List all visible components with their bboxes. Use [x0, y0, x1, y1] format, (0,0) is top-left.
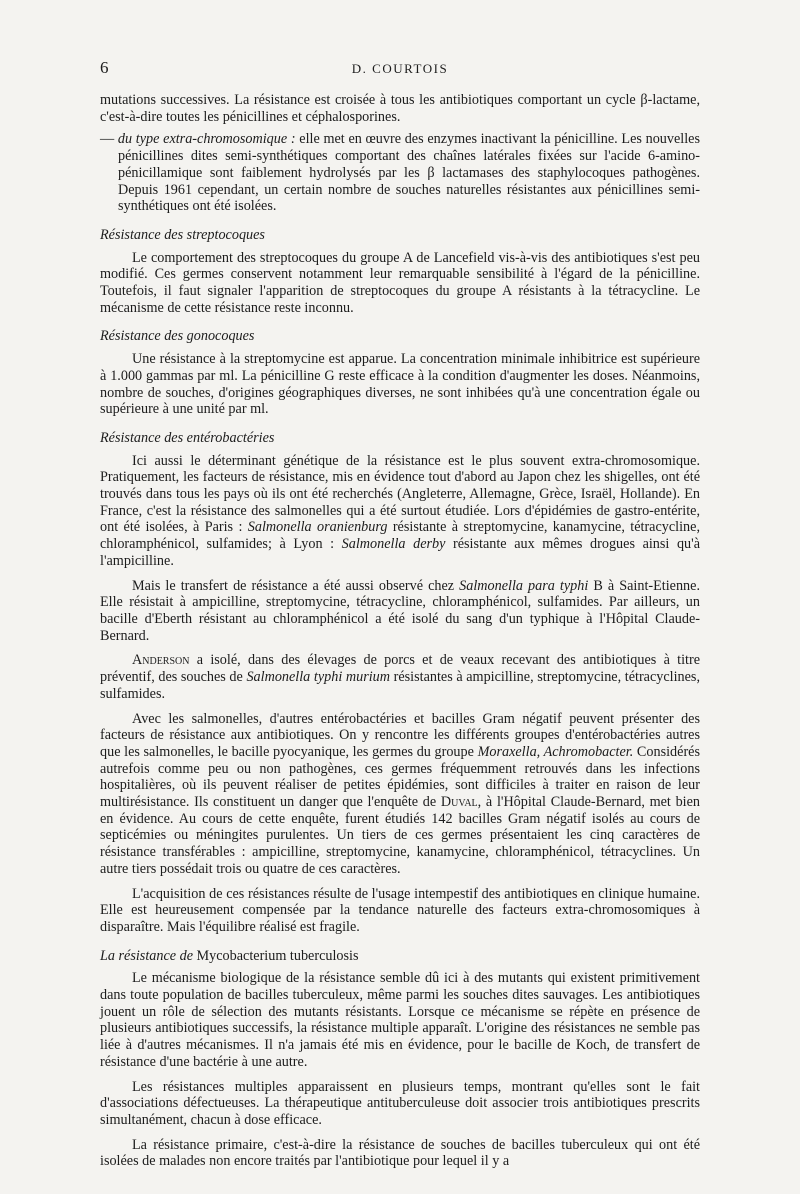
section-heading-streptocoques: Résistance des streptocoques — [100, 226, 265, 243]
dash-item-text: elle met en œuvre des enzymes inactivant la pénicilline. Les nouvelles pénicillines dites semi-synthétiques comportant des chaînes latérales fixées sur l'acide 6-amino-pénicillamique sont faiblement hydrolysés par les β lactamases des staphylocoques pathogènes. Depuis 1961 cependant, un certain nombre de souches naturelles résistantes aux pénicillines semi-synthétiques ont été isolées. — [118, 131, 700, 215]
page-number: 6 — [100, 58, 109, 77]
text-run: résistante à streptomycine, kanamycine, tétracycline, chloramphénicol, sulfamides; à Lyon : — [100, 519, 700, 553]
paragraph: L'acquisition de ces résistances résulte de l'usage intempestif des antibiotiques en clinique humaine. Elle est heureusement compensée par la tendance naturelle des facteurs extra-chromosomiques à disparaître. Mais l'équilibre réalisé est fragile. — [100, 885, 700, 935]
paragraph: Le comportement des streptocoques du groupe A de Lancefield vis-à-vis des antibiotiques s'est peu modifié. Ces germes conservent notamment leur remarquable sensibilité à l'égard de la pénicilline. Toutefois, il faut signaler l'apparition de streptocoques du groupe A résistants à la tétracycline. Le mécanisme de cette résistance reste inconnu. — [100, 249, 700, 316]
text-run: , à l'Hôpital Claude-Bernard, met bien en évidence. Au cours de cette enquête, furent étudiés 142 bacilles Gram négatif isolés au cours de septicémies ou méningites purulentes. Un tiers de ces germes présentaient les cinq caractères de résistance transférables : ampicilline, streptomycine, kanamycine, chloramphénicol, tétracyclines. Un autre tiers possédait trois ou quatre de ces caractères. — [100, 794, 701, 877]
text-run: a isolé, dans des élevages de porcs et de veaux recevant des antibiotiques à titre préventif, des souches de — [100, 652, 700, 686]
paragraph — [100, 453, 700, 570]
section-heading-enterobacteries: Résistance des entérobactéries — [100, 429, 275, 446]
paragraph: Le mécanisme biologique de la résistance semble dû ici à des mutants qui existent primitivement dans toute population de bacilles tuberculeux, même parmi les souches dites sauvages. Les antibiotiques jouent un rôle de sélection des mutants résistants. Lorsque ce mécanisme se répète en présence de plusieurs antibiotiques successifs, la résistance multiple apparaît. L'origine des résistances ne semble pas liée à d'autres mécanismes. Il n'a jamais été mis en évidence, pour le bacille de Koch, de transfert de résistance d'une bactérie à une autre. — [100, 970, 700, 1070]
dash-item-label: du type extra-chromosomique : — [117, 131, 296, 148]
text-run: résistante aux mêmes drogues ainsi qu'à l'ampicilline. — [100, 536, 700, 569]
text-run: B à Saint-Etienne. Elle résistait à ampicilline, streptomycine, tétracycline, chloramphénicol, sulfamides. Par ailleurs, un bacille d'Eberth résistant au chloramphénicol a été isolé du sang d'un typhique à l'Hôpital Claude-Bernard. — [100, 577, 700, 644]
text-run: Avec les salmonelles, d'autres entérobactéries et bacilles Gram négatif peuvent présenter des facteurs de résistance aux antibiotiques. On y rencontre les différents groupes d'entérobactéries autres que les salmonelles, le bacille pyocyanique, les germes du groupe — [100, 710, 700, 760]
page-header — [100, 58, 700, 82]
species-name: Salmonella para typhi — [459, 577, 589, 594]
author-name: Duval — [440, 794, 478, 811]
text-run: Mais le transfert de résistance a été aussi observé chez — [132, 577, 460, 594]
species-name: Salmonella derby — [341, 536, 446, 553]
paragraph: Une résistance à la streptomycine est apparue. La concentration minimale inhibitrice est supérieure à 1.000 gammas par ml. La pénicilline G reste efficace à la condition d'augmenter les doses. Néanmoins, nombre de souches, d'origines géographiques diverses, ne sont inhibées qu'à une concentration égale ou supérieure à une unité par ml. — [100, 351, 700, 418]
article-body — [100, 92, 700, 1178]
continuation-paragraph: mutations successives. La résistance est croisée à tous les antibiotiques comportant un cycle β-lactame, c'est-à-dire toutes les pénicillines et céphalosporines. — [100, 92, 700, 125]
dash-marker: — — [100, 131, 115, 148]
species-name: Moraxella, Achromobacter. — [477, 743, 634, 760]
text-run: résistantes à ampicilline, streptomycine, tétracyclines, sulfamides. — [100, 669, 700, 702]
paragraph: La résistance primaire, c'est-à-dire la résistance de souches de bacilles tuberculeux qui ont été isolées de malades non encore traités par l'antibiotique pour lequel il y a — [100, 1136, 700, 1170]
section-heading-gonocoques: Résistance des gonocoques — [100, 328, 255, 345]
species-name: Salmonella oranienburg — [247, 519, 388, 536]
heading-text: La résistance de — [100, 947, 197, 964]
text-run: Ici aussi le déterminant génétique de la résistance est le plus souvent extra-chromosomique. Pratiquement, les facteurs de résistance, mis en évidence tout d'abord au Japon chez les shigelles, ont été trouvés dans tous les pays où ils ont été recherchés (Angleterre, Allemagne, Grèce, Israël, Hollande). En France, c'est la résistance des salmonelles qui a été surtout étudiée. Lors d'épidémies de gastro-entérite, ont été isolées, à Paris : — [100, 452, 700, 536]
paragraph — [100, 711, 700, 878]
section-heading-tuberculosis — [100, 948, 700, 965]
author-name: Anderson — [132, 652, 190, 669]
paragraph — [100, 652, 700, 702]
text-run: Considérés autrefois comme peu ou non pathogènes, ces germes fréquemment retrouvés dans les infections hospitalières, où ils peuvent réaliser de petites épidémies, sont difficiles à traiter en raison de leur multirésistance. Ils constituent un danger que l'enquête de — [100, 743, 700, 811]
running-head: D. COURTOIS — [351, 61, 449, 76]
dash-list-item — [100, 131, 700, 215]
species-name: Mycobacterium tuberculosis — [196, 947, 359, 964]
paragraph — [100, 578, 700, 645]
paragraph: Les résistances multiples apparaissent en plusieurs temps, montrant qu'elles sont le fait d'associations défectueuses. La thérapeutique antituberculeuse doit associer trois antibiotiques prescrits simultanément, chacun à dose efficace. — [100, 1078, 700, 1128]
species-name: Salmonella typhi murium — [246, 669, 391, 686]
